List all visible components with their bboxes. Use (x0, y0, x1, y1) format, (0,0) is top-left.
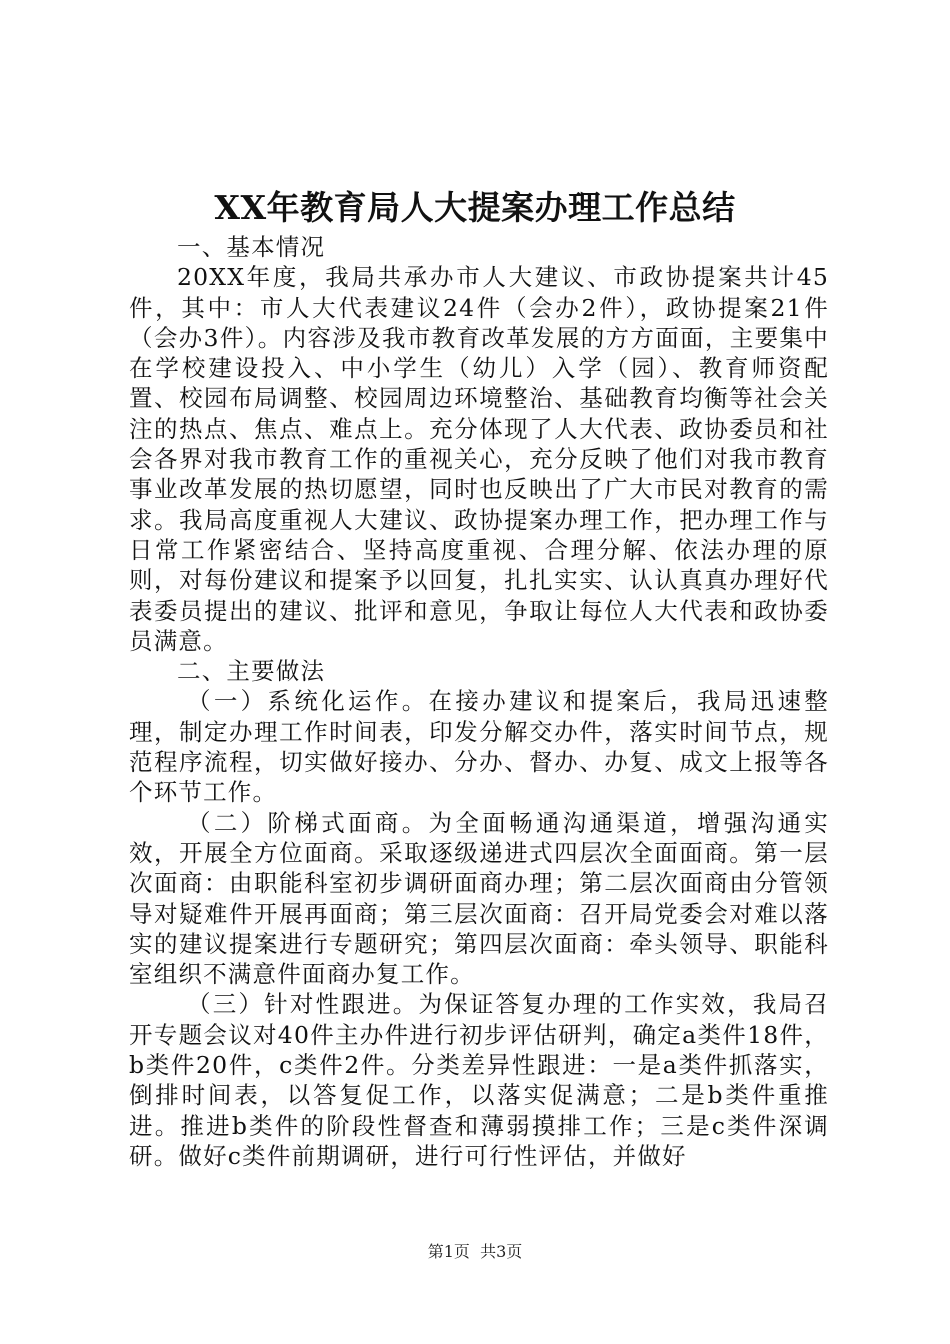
page-number: 第1页 (427, 1242, 470, 1261)
section-heading: 二、主要做法 (177, 657, 326, 686)
footer-separator (470, 1242, 480, 1261)
paragraph: （二）阶梯式面商。为全面畅通沟通渠道，增强沟通实效，开展全方位面商。采取逐级递进式四层次全面面商。第一层次面商：由职能科室初步调研面商办理；第二层次面商由分管领导对疑难件开展再面商；第三层次面商：召开局党委会对难以落实的建议提案进行专题研究；第四层次面商：牵头领导、职能科室组织不满意件面商办复工作。 (129, 808, 829, 989)
paragraph: （一）系统化运作。在接办建议和提案后，我局迅速整理，制定办理工作时间表，印发分解交办件，落实时间节点，规范程序流程，切实做好接办、分办、督办、办复、成文上报等各个环节工作。 (129, 687, 829, 807)
page-footer (0, 1242, 950, 1262)
document-body (129, 232, 829, 1171)
paragraph: 20XX年度，我局共承办市人大建议、市政协提案共计45件，其中：市人大代表建议24件（会办2件），政协提案21件（会办3件）。内容涉及我市教育改革发展的方方面面，主要集中在学校建设投入、中小学生（幼儿）入学（园）、教育师资配置、校园布局调整、校园周边环境整治、基础教育均衡等社会关注的热点、焦点、难点上。充分体现了人大代表、政协委员和社会各界对我市教育工作的重视关心，充分反映了他们对我市教育事业改革发展的热切愿望，同时也反映出了广大市民对教育的需求。我局高度重视人大建议、政协提案办理工作，把办理工作与日常工作紧密结合、坚持高度重视、合理分解、依法办理的原则，对每份建议和提案予以回复，扎扎实实、认认真真办理好代表委员提出的建议、批评和意见，争取让每位人大代表和政协委员满意。 (129, 263, 829, 655)
page-total: 共3页 (480, 1242, 523, 1261)
section-heading: 一、基本情况 (177, 233, 326, 261)
document-title: XX年教育局人大提案办理工作总结 (214, 188, 736, 227)
paragraph: （三）针对性跟进。为保证答复办理的工作实效，我局召开专题会议对40件主办件进行初步评估研判，确定a类件18件，b类件20件，c类件2件。分类差异性跟进：一是a类件抓落实，倒排时间表，以答复促工作，以落实促满意；二是b类件重推进。推进b类件的阶段性督查和薄弱摸排工作；三是c类件深调研。做好c类件前期调研，进行可行性评估，并做好 (129, 990, 829, 1170)
